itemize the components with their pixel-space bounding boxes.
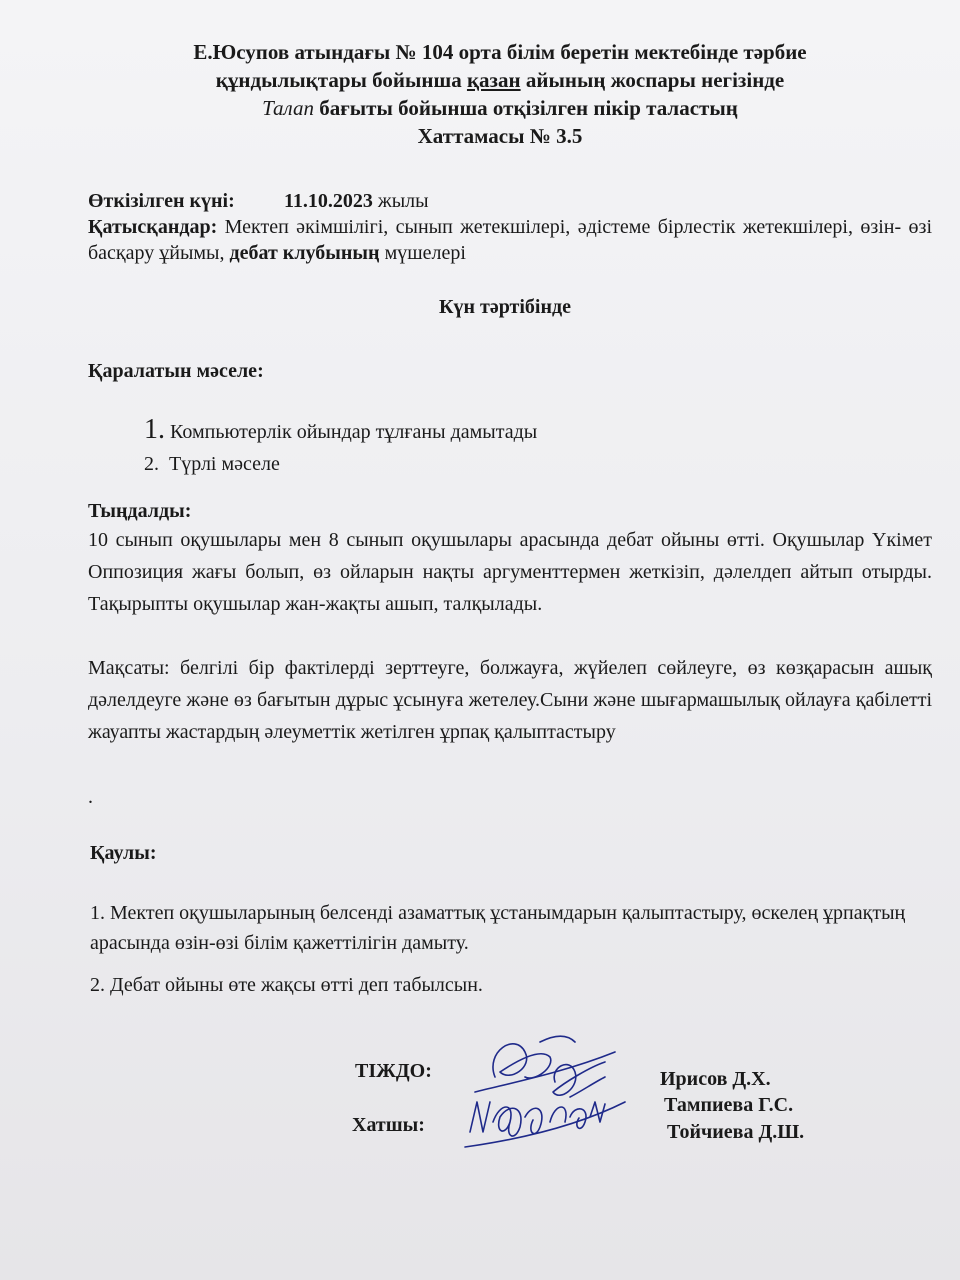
agenda-item-number: 1. xyxy=(144,414,165,445)
title-month: қазан xyxy=(466,68,521,92)
agenda-item xyxy=(144,414,537,448)
title-line-2 xyxy=(150,66,850,94)
agenda-list xyxy=(144,414,537,480)
heard-text: 10 сынып оқушылары мен 8 сынып оқушылары арасында дебат ойыны өтті. Оқушылар Үкімет Оппозиция жағы болып, өз ойларын нақты аргументтермен жеткізіп, дәлелдеп айтып отырды. Тақырыпты оқушылар жан-жақты ашып, талқылады. xyxy=(88,529,932,615)
stray-dot: . xyxy=(88,786,93,808)
heard-label: Тыңдалды: xyxy=(88,500,192,522)
goal-text: Мақсаты: белгілі бір фактілерді зерттеуге, болжауға, жүйелеп сөйлеуге, өз көзқарасын ашық дәлелдеуге және өз бағытын дұрыс ұсынуға жетелеу.Сыни және шығармашылық ойлауға қабілетті жауапты жастардың әлеуметтік жетілген ұрпақ қалыптастыру xyxy=(88,657,932,743)
participants-label: Қатысқандар: xyxy=(88,216,218,238)
document-title xyxy=(150,38,850,150)
decision-list xyxy=(90,898,920,1012)
title-direction: Талап xyxy=(262,96,314,120)
agenda-item-number: 2. xyxy=(144,453,159,475)
issue-label: Қаралатын мәселе: xyxy=(88,360,264,382)
signer-name: Ирисов Д.Х. xyxy=(660,1068,771,1090)
signer-name: Тойчиева Д.Ш. xyxy=(667,1121,805,1143)
title-line-3-rest: бағыты бойынша отқізілген пікір таластың xyxy=(313,96,738,120)
title-line-3 xyxy=(150,94,850,122)
handwritten-signature xyxy=(455,1022,635,1172)
signer-name: Тампиева Г.С. xyxy=(664,1094,794,1116)
meeting-meta xyxy=(88,188,932,266)
participants-row xyxy=(88,214,932,266)
date-label: Өткізілген күні: xyxy=(88,190,235,212)
role-director: ТІЖДО: xyxy=(355,1060,432,1082)
title-line-2-pre: құндылықтары бойынша xyxy=(215,68,467,92)
date-value: 11.10.2023 xyxy=(284,190,373,212)
participants-bold: дебат клубының xyxy=(229,242,380,264)
agenda-item-text: Компьютерлік ойындар тұлғаны дамытады xyxy=(170,421,538,443)
protocol-number: Хаттамасы № 3.5 xyxy=(417,124,583,148)
title-line-1: Е.Юсупов атындағы № 104 орта білім беретін мектебінде тәрбие xyxy=(193,40,807,64)
decision-label: Қаулы: xyxy=(90,842,157,864)
role-secretary: Хатшы: xyxy=(352,1114,425,1136)
agenda-item xyxy=(144,448,537,480)
date-suffix: жылы xyxy=(372,190,429,212)
participants-end: мүшелері xyxy=(379,242,466,264)
decision-item: 1. Мектеп оқушыларының белсенді азаматтық ұстанымдарын қалыптастыру, өскелең ұрпақтың арасында өзін-өзі білім қажеттілігін дамыту. xyxy=(90,902,906,954)
participants-text: Мектеп әкімшілігі, сынып жетекшілері, әдістеме бірлестік жетекшілері, өзін- өзі басқару ұйымы, xyxy=(88,216,932,264)
date-row xyxy=(88,188,932,214)
title-line-2-post: айының жоспары негізінде xyxy=(520,68,785,92)
agenda-title: Күн тәртібінде xyxy=(438,296,572,318)
decision-item: 2. Дебат ойыны өте жақсы өтті деп табылсын. xyxy=(90,974,483,996)
agenda-item-text: Түрлі мәселе xyxy=(169,453,280,475)
